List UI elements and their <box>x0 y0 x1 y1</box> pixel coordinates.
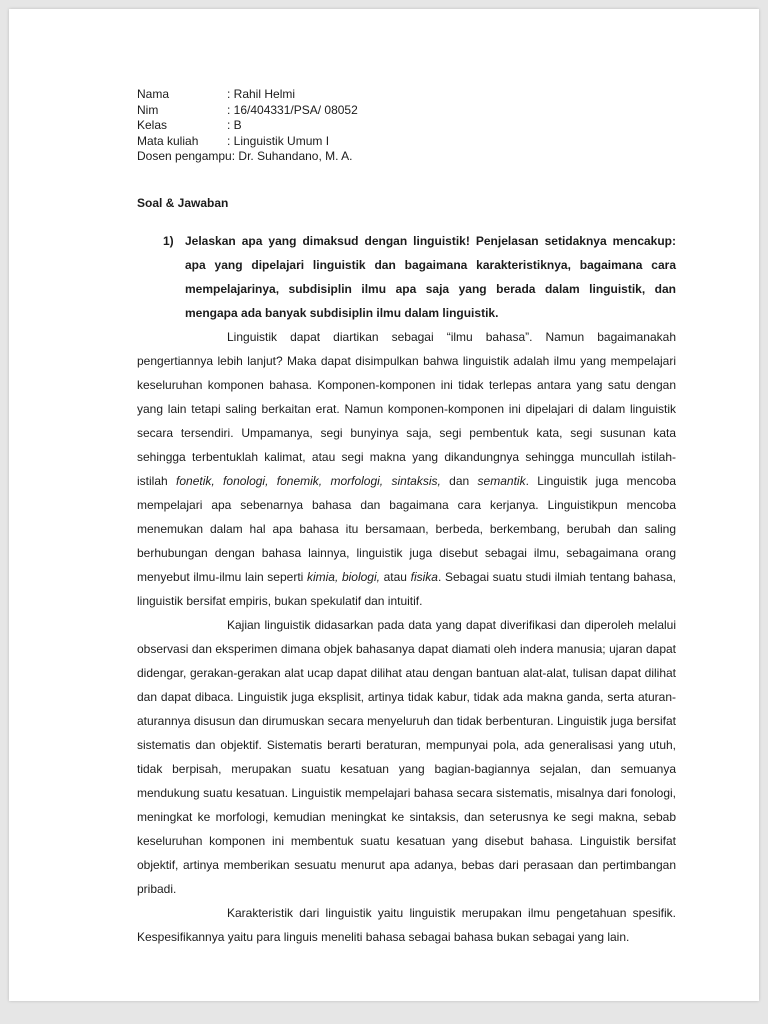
info-label: Nim <box>137 102 159 117</box>
student-info <box>137 87 676 165</box>
answer-paragraph: Karakteristik dari linguistik yaitu linguistik merupakan ilmu pengetahuan spesifik. Kespesifikannya yaitu para linguis meneliti bahasa sebagai bahasa bukan sebagai yang lain. <box>137 906 676 944</box>
info-value: : B <box>227 118 242 132</box>
info-label: Dosen pengampu <box>137 149 232 163</box>
info-row-dosen-pengampu <box>137 149 676 165</box>
section-title: Soal & Jawaban <box>137 195 229 210</box>
info-value: : Linguistik Umum I <box>227 133 330 148</box>
answer-paragraph: Linguistik dapat diartikan sebagai “ilmu bahasa”. Namun bagaimanakah pengertiannya lebih lanjut? Maka dapat disimpulkan bahwa linguistik adalah ilmu yang mempelajari keseluruhan komponen bahasa. Komponen-komponen ini tidak terlepas antara yang satu dengan yang lain tetapi saling berkaitan erat. Namun komponen-komponen ini dipelajari di dalam linguistik secara tersendiri. Umpamanya, segi bunyinya saja, segi pembentuk kata, segi susunan kata sehingga terbentuklah kalimat, atau segi makna yang dikandungnya sehingga muncullah istilah-istilah fonetik, fonologi, fonemik, morfologi, sintaksis, dan semantik. Linguistik juga mencoba mempelajari apa sebenarnya bahasa dan bagaimana cara kerjanya. Linguistikpun mencoba menemukan dalam hal apa bahasa itu bersamaan, berbeda, berkembang, berubah dan saling berhubungan dengan bahasa lainnya, linguistik juga disebut sebagai ilmu, sebagaimana orang menyebut ilmu-ilmu lain seperti kimia, biologi, atau fisika. Sebagai suatu studi ilmiah tentang bahasa, linguistik bersifat empiris, bukan spekulatif dan intuitif. <box>137 330 677 608</box>
info-row-kelas <box>137 118 676 134</box>
question-item <box>163 229 676 325</box>
info-value: : Dr. Suhandano, M. A. <box>231 149 353 163</box>
question-text: Jelaskan apa yang dimaksud dengan linguistik! Penjelasan setidaknya mencakup: apa yang dipelajari linguistik dan bagaimana karakteristiknya, bagaimana cara mempelajarinya, subdisiplin ilmu apa saja yang berada dalam linguistik, dan mengapa ada banyak subdisiplin ilmu dalam linguistik. <box>185 234 676 320</box>
info-label: Kelas <box>137 118 168 132</box>
info-row-nama <box>137 87 676 103</box>
info-label: Mata kuliah <box>137 133 199 148</box>
info-value: : Rahil Helmi <box>227 87 296 101</box>
question-number: 1) <box>163 234 174 248</box>
document-page <box>9 9 759 1001</box>
info-row-nim <box>137 103 676 119</box>
answer-paragraph: Kajian linguistik didasarkan pada data yang dapat diverifikasi dan diperoleh melalui observasi dan eksperimen dimana objek bahasanya dapat diamati oleh indera manusia; ujaran dapat didengar, gerakan-gerakan alat ucap dapat dilihat atau dengan bantuan alat-alat, tulisan dapat dilihat dan dapat dibaca. Linguistik juga eksplisit, artinya tidak kabur, tidak ada makna ganda, serta aturan-aturannya disusun dan dirumuskan secara menyeluruh dan tidak berbenturan. Linguistik juga bersifat sistematis dan objektif. Sistematis berarti beraturan, mempunyai pola, ada generalisasi yang utuh, tidak berpisah, merupakan suatu kesatuan yang bagian-bagiannya sejalan, dan semuanya mendukung suatu kesatuan. Linguistik mempelajari bahasa secara sistematis, misalnya dari fonologi, meningkat ke morfologi, kemudian meningkat ke sintaksis, dan seterusnya ke segi makna, sebab keseluruhan komponen ini membentuk suatu kesatuan yang disebut bahasa. Linguistik bersifat objektif, artinya memberikan sesuatu menurut apa adanya, bebas dari perasaan dan pertimbangan pribadi. <box>137 618 676 896</box>
info-row-mata-kuliah <box>137 134 676 150</box>
info-value: : 16/404331/PSA/ 08052 <box>227 102 358 117</box>
answer-body <box>137 325 676 949</box>
info-label: Nama <box>137 87 170 101</box>
